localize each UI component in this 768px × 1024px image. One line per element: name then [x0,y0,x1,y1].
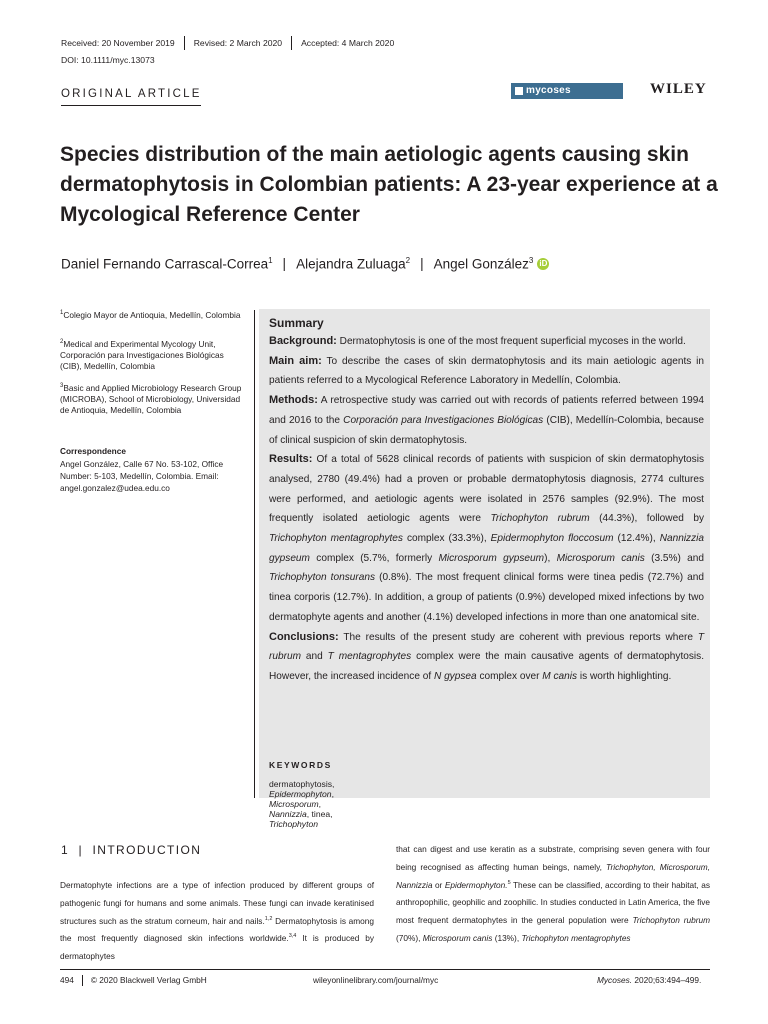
received-date: Received: 20 November 2019 [61,38,175,48]
author-list [61,256,549,272]
divider [254,310,255,798]
abstract-results: Results: Of a total of 5628 clinical records of patients with suspicion of skin dermatophytosis analysed, 2780 (49.4%) had a proven or probable dermatophytosis diagnosis, 2774 cultures were performed, and aetiologic agents were isolated in 2576 samples (92.9%). The most frequently isolated aetiologic agents were Trichophyton rubrum (44.3%), followed by Trichophyton mentagrophytes complex (33.3%), Epidermophyton floccosum (12.4%), Nannizzia gypseum complex (5.7%, formerly Microsporum gypseum), Microsporum canis (3.5%) and Trichophyton tonsurans (0.8%). The most frequent clinical forms were tinea pedis (72.7%) and tinea corporis (12.7%). In addition, a group of patients (0.9%) developed mixed infections by two dermatophyte agents and another (4.1%) developed infections in more than one anatomical site. [269,453,705,623]
author-name[interactable]: Alejandra Zuluaga$^2$ [296,256,411,272]
article-type: ORIGINAL ARTICLE [61,88,202,100]
correspondence-heading: Correspondence [60,446,126,456]
page-number: 494 [60,975,74,985]
keywords-list: dermatophytosis, Epidermophyton, Microsporum, Nannizzia, tinea, Trichophyton [269,779,335,829]
accepted-date: Accepted: 4 March 2020 [301,38,395,48]
publisher-logo: WILEY [650,81,707,97]
intro-left-column: Dermatophyte infections are a type of infection produced by different groups of pathogenic fungi for humans and some animals. These fungi can invade keratinised structures such as the stratum corneum, hair and nails.$^{1,2}$ Dermatophytosis is among the most frequently diagnosed skin infections worldwide.$^{3,4}$ It is produced by dermatophytes [60,880,374,962]
article-title: Species distribution of the main aetiologic agents causing skin dermatophytosis in Colombian patients: A 23-year experience at a Mycological Reference Center [60,143,718,226]
abstract-heading: Summary [269,316,324,330]
citation-ref[interactable]: 5 [507,879,511,886]
abstract-background: Background: Dermatophytosis is one of the most frequent superficial mycoses in the world. [269,335,686,347]
citation-ref[interactable]: 1,2 [264,915,273,922]
citation: Mycoses. 2020;63:494–499. [597,975,702,985]
revised-date: Revised: 2 March 2020 [193,38,283,48]
doi-link[interactable]: DOI: 10.1111/myc.13073 [61,55,155,65]
divider [60,969,710,970]
journal-logo [511,83,623,99]
affiliation: $^3$Basic and Applied Microbiology Research Group (MICROBA), School of Microbiology, Universidad de Antioquia, Medellín, Colombia [60,382,242,416]
divider [61,105,201,106]
correspondence-text: Angel González, Calle 67 No. 53-102, Office Number: 5-103, Medellín, Colombia. Email: angel.gonzalez@udea.edu.co [60,459,224,493]
citation-ref[interactable]: 3,4 [288,933,297,940]
section-heading: 1 | INTRODUCTION [61,843,202,857]
orcid-icon[interactable]: iD [539,258,548,268]
journal-logo-text: mycoses [526,85,571,96]
separator: | [282,256,287,272]
author-name[interactable]: Angel González$^3$ [433,256,534,272]
abstract-box [259,309,710,798]
divider [291,36,292,50]
copyright: © 2020 Blackwell Verlag GmbH [90,975,207,985]
affiliation: $^2$Medical and Experimental Mycology Unit, Corporación para Investigaciones Biológicas (CIB), Medellín, Colombia [60,338,224,372]
journal-url[interactable]: wileyonlinelibrary.com/journal/myc [313,975,439,985]
journal-logo-icon [515,87,523,95]
affiliation: $^1$Colegio Mayor de Antioquia, Medellín, Colombia [60,309,241,320]
keywords-heading: KEYWORDS [269,760,332,770]
separator: | [420,256,424,272]
abstract-methods: Methods: A retrospective study was carried out with records of patients referred between 1994 and 2016 to the Corporación para Investigaciones Biológicas (CIB), Medellín-Colombia, because of clinical suspicion of skin dermatophytosis. [269,394,704,446]
article-history [61,36,394,50]
author-name[interactable]: Daniel Fernando Carrascal-Correa$^1$ [61,256,273,272]
abstract-conclusions: Conclusions: The results of the present study are coherent with previous reports where T rubrum and T mentagrophytes complex were the main causative agents of dermatophytosis. However, the increased incidence of N gypsea complex over M canis is worth highlighting. [269,630,705,682]
footer-left [60,975,207,986]
abstract-aim: Main aim: To describe the cases of skin dermatophytosis and its main aetiologic agents in patients referred to a Mycological Reference Laboratory in Medellín, Colombia. [269,354,705,387]
intro-right-column: that can digest and use keratin as a substrate, comprising seven genera with four being recognised as affecting human beings, namely, Trichophyton, Microsporum, Nannizzia or Epidermophyton.$^5$ These can be classified, according to their habitat, as anthropophilic, geophilic and zoophilic. In studies conducted in Latin America, the five most frequent dermatophytes in the general population were Trichophyton rubrum (70%), Microsporum canis (13%), Trichophyton mentagrophytes [396,844,710,943]
divider [184,36,185,50]
